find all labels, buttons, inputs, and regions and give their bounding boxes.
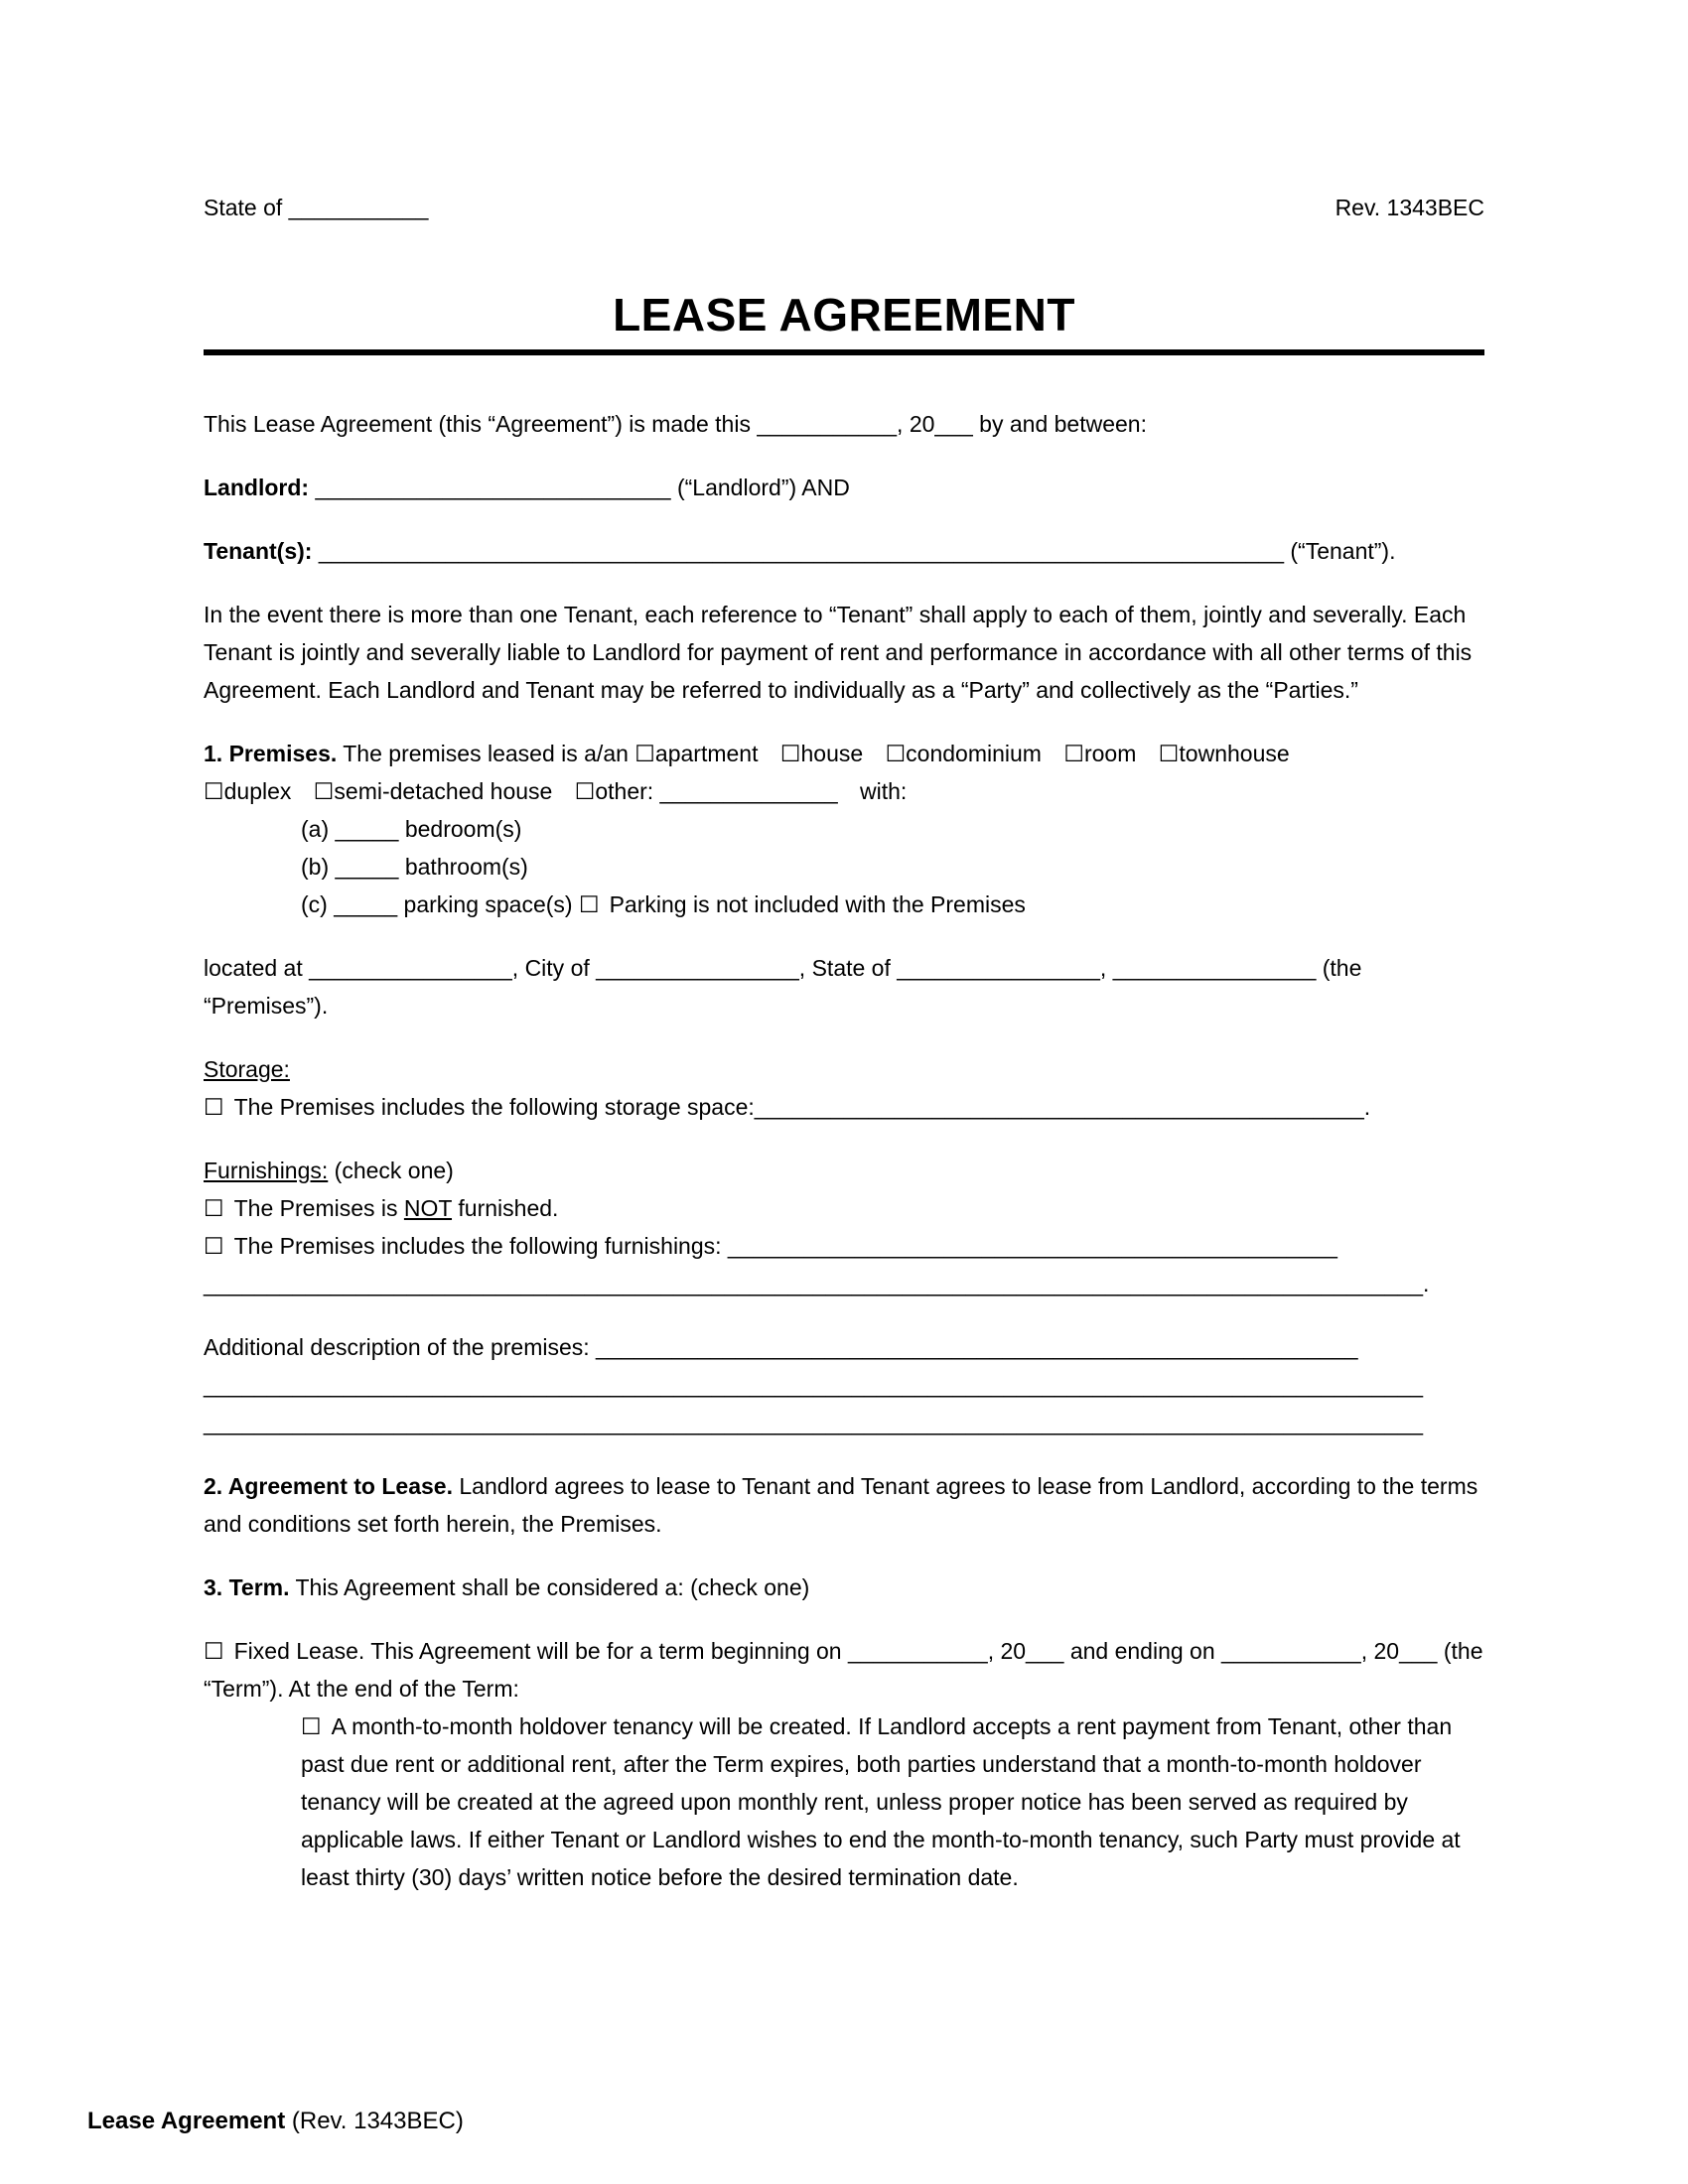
storage-checkbox[interactable]: ☐ — [204, 1094, 224, 1120]
lease-agreement-page — [204, 0, 1484, 1896]
parking-not-included-label: Parking is not included with the Premises — [609, 891, 1026, 917]
tenant-line — [204, 532, 1484, 570]
holdover-clause — [204, 1707, 1484, 1896]
bedrooms-count-field: (a) _____ bedroom(s) — [301, 816, 522, 842]
holdover-checkbox[interactable]: ☐ — [301, 1713, 322, 1739]
premises-lead: The premises leased is a/an — [343, 741, 629, 766]
furnishings-check-one: (check one) — [334, 1158, 454, 1183]
term-body: This Agreement shall be considered a: (check one) — [295, 1574, 810, 1600]
furnishings-included-line: The Premises includes the following furnishings: ________________________________________________ — [233, 1233, 1337, 1259]
additional-description-block — [204, 1328, 1484, 1441]
tenant-name-field: ____________________________________________________________________________ (“Tenant”). — [318, 538, 1396, 564]
landlord-name-field: ____________________________ (“Landlord”) AND — [315, 475, 850, 500]
agreement-to-lease-body: Landlord agrees to lease to Tenant and Tenant agrees to lease from Landlord, according to the terms and conditions set forth herein, the Premises. — [204, 1473, 1478, 1537]
checkbox-option-townhouse[interactable]: ☐townhouse — [1158, 741, 1290, 766]
checkbox-option-semi-detached-house[interactable]: ☐semi-detached house — [313, 778, 553, 804]
fixed-lease-checkbox[interactable]: ☐ — [204, 1638, 224, 1664]
storage-line: The Premises includes the following storage space:________________________________________________. — [233, 1094, 1371, 1120]
additional-description-line1: Additional description of the premises: ____________________________________________________________ — [204, 1334, 1358, 1360]
document-header — [204, 189, 1484, 226]
premises-with-suffix: with: — [860, 778, 908, 804]
term-heading: 3. Term. — [204, 1574, 290, 1600]
joint-liability-clause: In the event there is more than one Tenant, each reference to “Tenant” shall apply to each of them, jointly and severally. Each Tenant is jointly and severally liable to Landlord for payment of rent and performance in accordance with all other terms of this Agreement. Each Landlord and Tenant may be referred to individually as a “Party” and collectively as the “Parties.” — [204, 602, 1473, 703]
parking-spaces-field: (c) _____ parking space(s) — [301, 891, 573, 917]
not-furnished-post: furnished. — [458, 1195, 559, 1221]
premises-details — [204, 810, 1484, 923]
storage-block — [204, 1050, 1484, 1126]
checkbox-option-other[interactable]: ☐other: ______________ — [574, 778, 838, 804]
parking-not-included-checkbox[interactable]: ☐ — [578, 891, 600, 917]
checkbox-option-room[interactable]: ☐room — [1063, 741, 1137, 766]
furnishings-included-line2: ________________________________________________________________________________________________. — [204, 1271, 1430, 1297]
page-footer — [87, 2103, 464, 2140]
not-furnished-emphasis: NOT — [403, 1195, 453, 1221]
holdover-text: A month-to-month holdover tenancy will be created. If Landlord accepts a rent payment from Tenant, other than past due rent or additional rent, after the Term expires, both parties understand that a month-to-month holdover tenancy will be created at the agreed upon monthly rent, unless proper notice has been served as required by applicable laws. If either Tenant or Landlord wishes to end the month-to-month tenancy, such Party must provide at least thirty (30) days’ written notice before the desired termination date. — [301, 1713, 1461, 1890]
term-section — [204, 1569, 1484, 1606]
not-furnished-checkbox[interactable]: ☐ — [204, 1195, 224, 1221]
located-at-line: located at ________________, City of ________________, State of ________________, ________________ (the “Premises”). — [204, 955, 1362, 1019]
revision-label: Rev. 1343BEC — [1335, 195, 1484, 220]
fixed-lease-text: Fixed Lease. This Agreement will be for a term beginning on ___________, 20___ and ending on ___________, 20___ (the “Term”). At the end of the Term: — [204, 1638, 1483, 1702]
furnishings-heading: Furnishings: — [204, 1158, 329, 1183]
furnishings-included-checkbox[interactable]: ☐ — [204, 1233, 224, 1259]
landlord-label: Landlord: — [204, 475, 310, 500]
title-block — [204, 290, 1484, 355]
premises-section-heading-line — [204, 735, 1484, 810]
document-title: LEASE AGREEMENT — [613, 289, 1075, 341]
storage-heading: Storage: — [204, 1056, 290, 1082]
fixed-lease-clause — [204, 1632, 1484, 1707]
furnishings-block — [204, 1152, 1484, 1302]
additional-description-line3: ________________________________________________________________________________________________ — [204, 1410, 1423, 1435]
footer-title: Lease Agreement — [87, 2108, 286, 2134]
state-of-field: State of ___________ — [204, 195, 429, 220]
bathrooms-count-field: (b) _____ bathroom(s) — [301, 854, 528, 880]
checkbox-option-condominium[interactable]: ☐condominium — [885, 741, 1042, 766]
checkbox-option-house[interactable]: ☐house — [779, 741, 864, 766]
agreement-to-lease-heading: 2. Agreement to Lease. — [204, 1473, 453, 1499]
premises-heading: 1. Premises. — [204, 741, 338, 766]
additional-description-line2: ________________________________________________________________________________________________ — [204, 1372, 1423, 1398]
checkbox-option-duplex[interactable]: ☐duplex — [204, 778, 292, 804]
agreement-to-lease-section — [204, 1467, 1484, 1543]
tenant-label: Tenant(s): — [204, 538, 313, 564]
not-furnished-pre: The Premises is — [233, 1195, 398, 1221]
checkbox-option-apartment[interactable]: ☐apartment — [634, 741, 759, 766]
footer-revision: (Rev. 1343BEC) — [291, 2108, 464, 2134]
landlord-line — [204, 469, 1484, 506]
intro-paragraph: This Lease Agreement (this “Agreement”) is made this ___________, 20___ by and between: — [204, 411, 1147, 437]
